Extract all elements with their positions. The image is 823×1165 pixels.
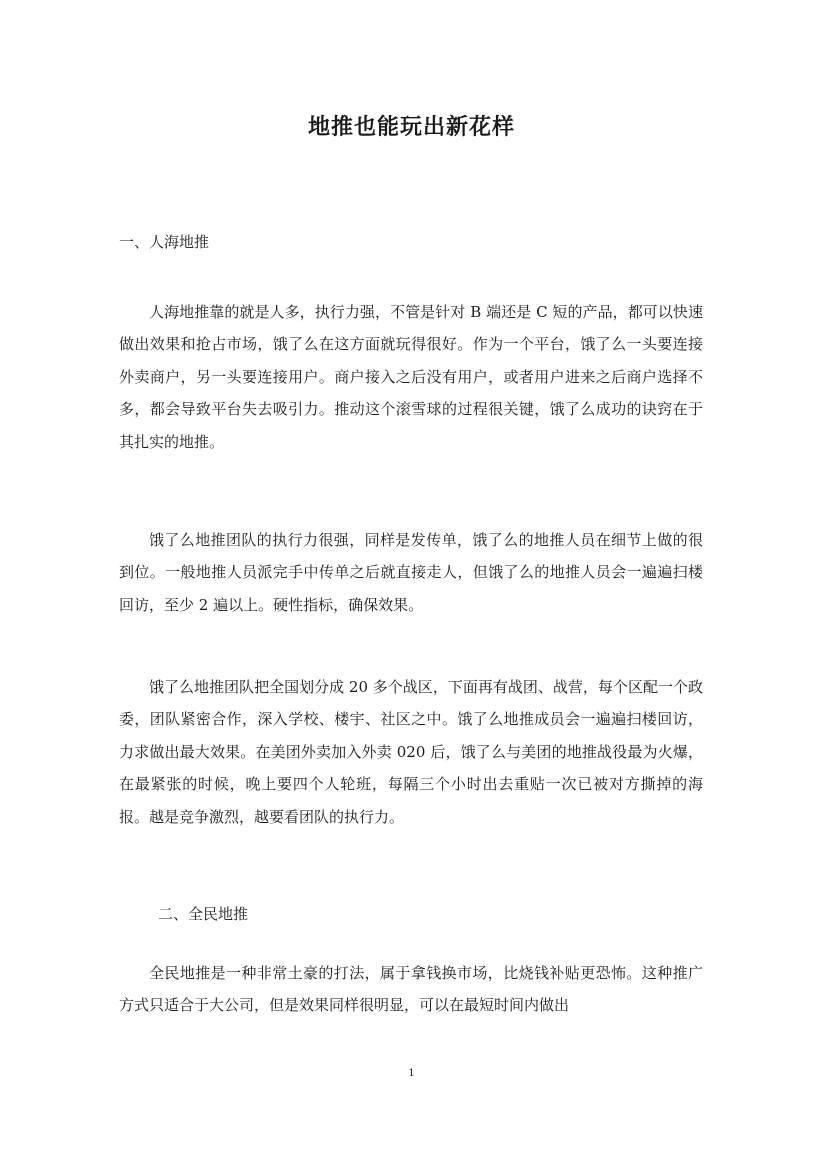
paragraph-3: 饿了么地推团队把全国划分成 20 多个战区，下面再有战团、战营，每个区配一个政委，团队紧密合作，深入学校、楼宇、社区之中。饿了么地推成员会一遍遍扫楼回访，力求做出最大效果。在美团外卖加入外卖 020 后，饿了么与美团的地推战役最为火爆，在最紧张的时候，晚上要四个人轮班，每隔三个小时出去重贴一次已被对方撕掉的海报。越是竞争激烈，越要看团队的执行力。	[119, 678, 703, 826]
section-heading-2: 二、全民地推	[158, 905, 249, 923]
document-title: 地推也能玩出新花样	[307, 114, 515, 140]
section-heading-1: 一、人海地推	[119, 233, 210, 251]
paragraph-4: 全民地推是一种非常土豪的打法，属于拿钱换市场，比烧钱补贴更恐怖。这种推广方式只适合于大公司，但是效果同样很明显，可以在最短时间内做出	[119, 964, 703, 1015]
page-number: 1	[408, 1068, 415, 1079]
paragraph-1: 人海地推靠的就是人多，执行力强，不管是针对 B 端还是 C 短的产品，都可以快速做出效果和抢占市场，饿了么在这方面就玩得很好。作为一个平台，饿了么一头要连接外卖商户，另一头要连接用户。商户接入之后没有用户，或者用户进来之后商户选择不多，都会导致平台失去吸引力。推动这个滚雪球的过程很关键，饿了么成功的诀窍在于其扎实的地推。	[119, 303, 703, 451]
paragraph-2: 饿了么地推团队的执行力很强，同样是发传单，饿了么的地推人员在细节上做的很到位。一般地推人员派完手中传单之后就直接走人，但饿了么的地推人员会一遍遍扫楼回访，至少 2 遍以上。硬性指标，确保效果。	[119, 531, 703, 614]
